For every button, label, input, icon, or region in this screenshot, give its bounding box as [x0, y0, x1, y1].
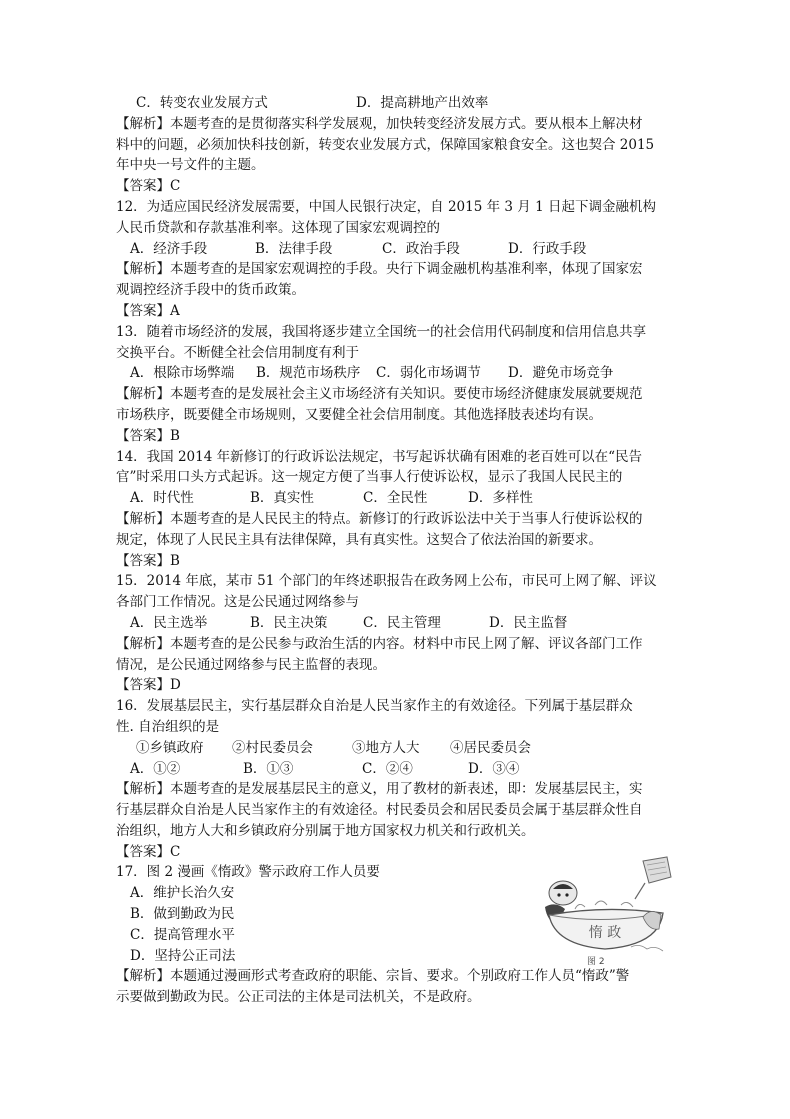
q15-stem-line-1: 15．2014 年底，某市 51 个部门的年终述职报告在政务网上公布，市民可上网了解、评议: [116, 573, 657, 590]
q11-analysis-line-3: 年中央一号文件的主题。: [116, 157, 265, 174]
q16-items: [116, 738, 676, 759]
figure-caption: 图 2: [587, 957, 605, 967]
q17-option-c: C．提高管理水平: [130, 926, 235, 943]
cartoon-illustration: [535, 855, 680, 960]
q14-answer: 【答案】B: [116, 552, 180, 569]
q17-option-a: A．维护长治久安: [130, 885, 235, 902]
q17-stem-line-1: 17．图 2 漫画《惰政》警示政府工作人员要: [116, 864, 380, 881]
q11-options-cd: [116, 93, 676, 114]
q12-analysis-line-1: 【解析】本题考查的是国家宏观调控的手段。央行下调金融机构基准利率，体现了国家宏: [116, 261, 643, 278]
q17-analysis-line-1: 【解析】本题通过漫画形式考查政府的职能、宗旨、要求。个别政府工作人员“惰政”警: [116, 968, 630, 985]
q16-answer: 【答案】C: [116, 843, 181, 860]
q16-item-2: ②村民委员会: [232, 739, 313, 756]
q13-option-a: A．根除市场弊端: [130, 365, 235, 382]
q16-analysis-line-2: 行基层群众自治是人民当家作主的有效途径。村民委员会和居民委员会属于基层群众性自: [116, 802, 643, 819]
q11-option-d: D．提高耕地产出效率: [356, 95, 489, 111]
q17-option-d: D．坚持公正司法: [130, 947, 236, 964]
q16-item-4: ④居民委员会: [450, 739, 531, 756]
q12-analysis-line-2: 观调控经济手段中的货币政策。: [116, 282, 305, 299]
q15-answer: 【答案】D: [116, 677, 181, 694]
cartoon-figure-2: [535, 855, 680, 960]
q13-options: [116, 363, 676, 384]
q16-option-d: D．③④: [468, 760, 520, 777]
q14-options: [116, 488, 676, 509]
q11-analysis-line-2: 料中的问题，必须加快科技创新，转变农业发展方式，保障国家粮食安全。这也契合 2015: [116, 136, 655, 153]
q13-stem-line-2: 交换平台。不断健全社会信用制度有利于: [116, 344, 359, 361]
q12-answer: 【答案】A: [116, 302, 180, 319]
q16-stem-line-2: 性. 自治组织的是: [116, 718, 220, 735]
q16-item-3: ③地方人大: [352, 739, 420, 756]
q14-analysis-line-2: 规定，体现了人民民主具有法律保障，具有真实性。这契合了依法治国的新要求。: [116, 531, 602, 548]
q13-analysis-line-1: 【解析】本题考查的是发展社会主义市场经济有关知识。要使市场经济健康发展就要规范: [116, 386, 643, 403]
q14-analysis-line-1: 【解析】本题考查的是人民民主的特点。新修订的行政诉讼法中关于当事人行使诉讼权的: [116, 510, 643, 527]
q15-option-a: A．民主选举: [130, 614, 208, 631]
q12-stem-line-1: 12．为适应国民经济发展需要，中国人民银行决定，自 2015 年 3 月 1 日起下调金融机构: [116, 198, 656, 215]
q13-option-c: C．弱化市场调节: [376, 365, 481, 382]
q16-stem-line-1: 16．发展基层民主，实行基层群众自治是人民当家作主的有效途径。下列属于基层群众: [116, 698, 633, 715]
q15-option-d: D．民主监督: [489, 614, 568, 631]
q16-option-b: B．①③: [243, 760, 294, 777]
cartoon-bowl-label: 惰 政: [588, 925, 622, 941]
q14-option-a: A．时代性: [130, 490, 194, 507]
q16-option-a: A．①②: [130, 760, 181, 777]
q12-option-a: A．经济手段: [130, 240, 208, 257]
q12-stem-line-2: 人民币贷款和存款基准利率。这体现了国家宏观调控的: [116, 219, 440, 236]
q13-option-d: D．避免市场竞争: [508, 365, 614, 382]
q16-options: [116, 759, 676, 780]
q14-stem-line-1: 14．我国 2014 年新修订的行政诉讼法规定，书写起诉状确有困难的老百姓可以在“民告: [116, 448, 643, 465]
q16-analysis-line-3: 治组织，地方人大和乡镇政府分别属于地方国家权力机关和行政机关。: [116, 822, 535, 839]
q15-stem-line-2: 各部门工作情况。这是公民通过网络参与: [116, 594, 359, 611]
q12-option-d: D．行政手段: [508, 240, 587, 257]
q14-option-d: D．多样性: [468, 490, 533, 507]
q13-option-b: B．规范市场秩序: [256, 365, 361, 382]
q15-analysis-line-2: 情况，是公民通过网络参与民主监督的表现。: [116, 656, 386, 673]
q15-analysis-line-1: 【解析】本题考查的是公民参与政治生活的内容。材料中市民上网了解、评议各部门工作: [116, 635, 643, 652]
q12-option-c: C．政治手段: [382, 240, 460, 257]
q11-option-c: C．转变农业发展方式: [136, 95, 268, 111]
q13-answer: 【答案】B: [116, 427, 180, 444]
q12-options: [116, 239, 676, 260]
q14-stem-line-2: 官”时采用口头方式起诉。这一规定方便了当事人行使诉讼权，显示了我国人民民主的: [116, 469, 623, 486]
q11-analysis-line-1: 【解析】本题考查的是贯彻落实科学发展观，加快转变经济发展方式。要从根本上解决材: [116, 115, 643, 132]
q17-analysis-line-2: 示要做到勤政为民。公正司法的主体是司法机关，不是政府。: [116, 989, 481, 1006]
q14-option-c: C．全民性: [363, 490, 428, 507]
q15-options: [116, 613, 676, 634]
q13-stem-line-1: 13．随着市场经济的发展，我国将逐步建立全国统一的社会信用代码制度和信用信息共享: [116, 323, 647, 340]
q15-option-b: B．民主决策: [250, 614, 328, 631]
q17-option-b: B．做到勤政为民: [130, 906, 235, 923]
q11-answer: 【答案】C: [116, 178, 181, 195]
q12-option-b: B．法律手段: [255, 240, 333, 257]
q16-analysis-line-1: 【解析】本题考查的是发展基层民主的意义，用了教材的新表述，即：发展基层民主，实: [116, 781, 643, 798]
q14-option-b: B．真实性: [250, 490, 314, 507]
q16-item-1: ①乡镇政府: [136, 739, 204, 756]
q16-option-c: C．②④: [362, 760, 413, 777]
q13-analysis-line-2: 市场秩序，既要健全市场规则，又要健全社会信用制度。其他选择肢表述均有误。: [116, 406, 602, 423]
q15-option-c: C．民主管理: [363, 614, 441, 631]
